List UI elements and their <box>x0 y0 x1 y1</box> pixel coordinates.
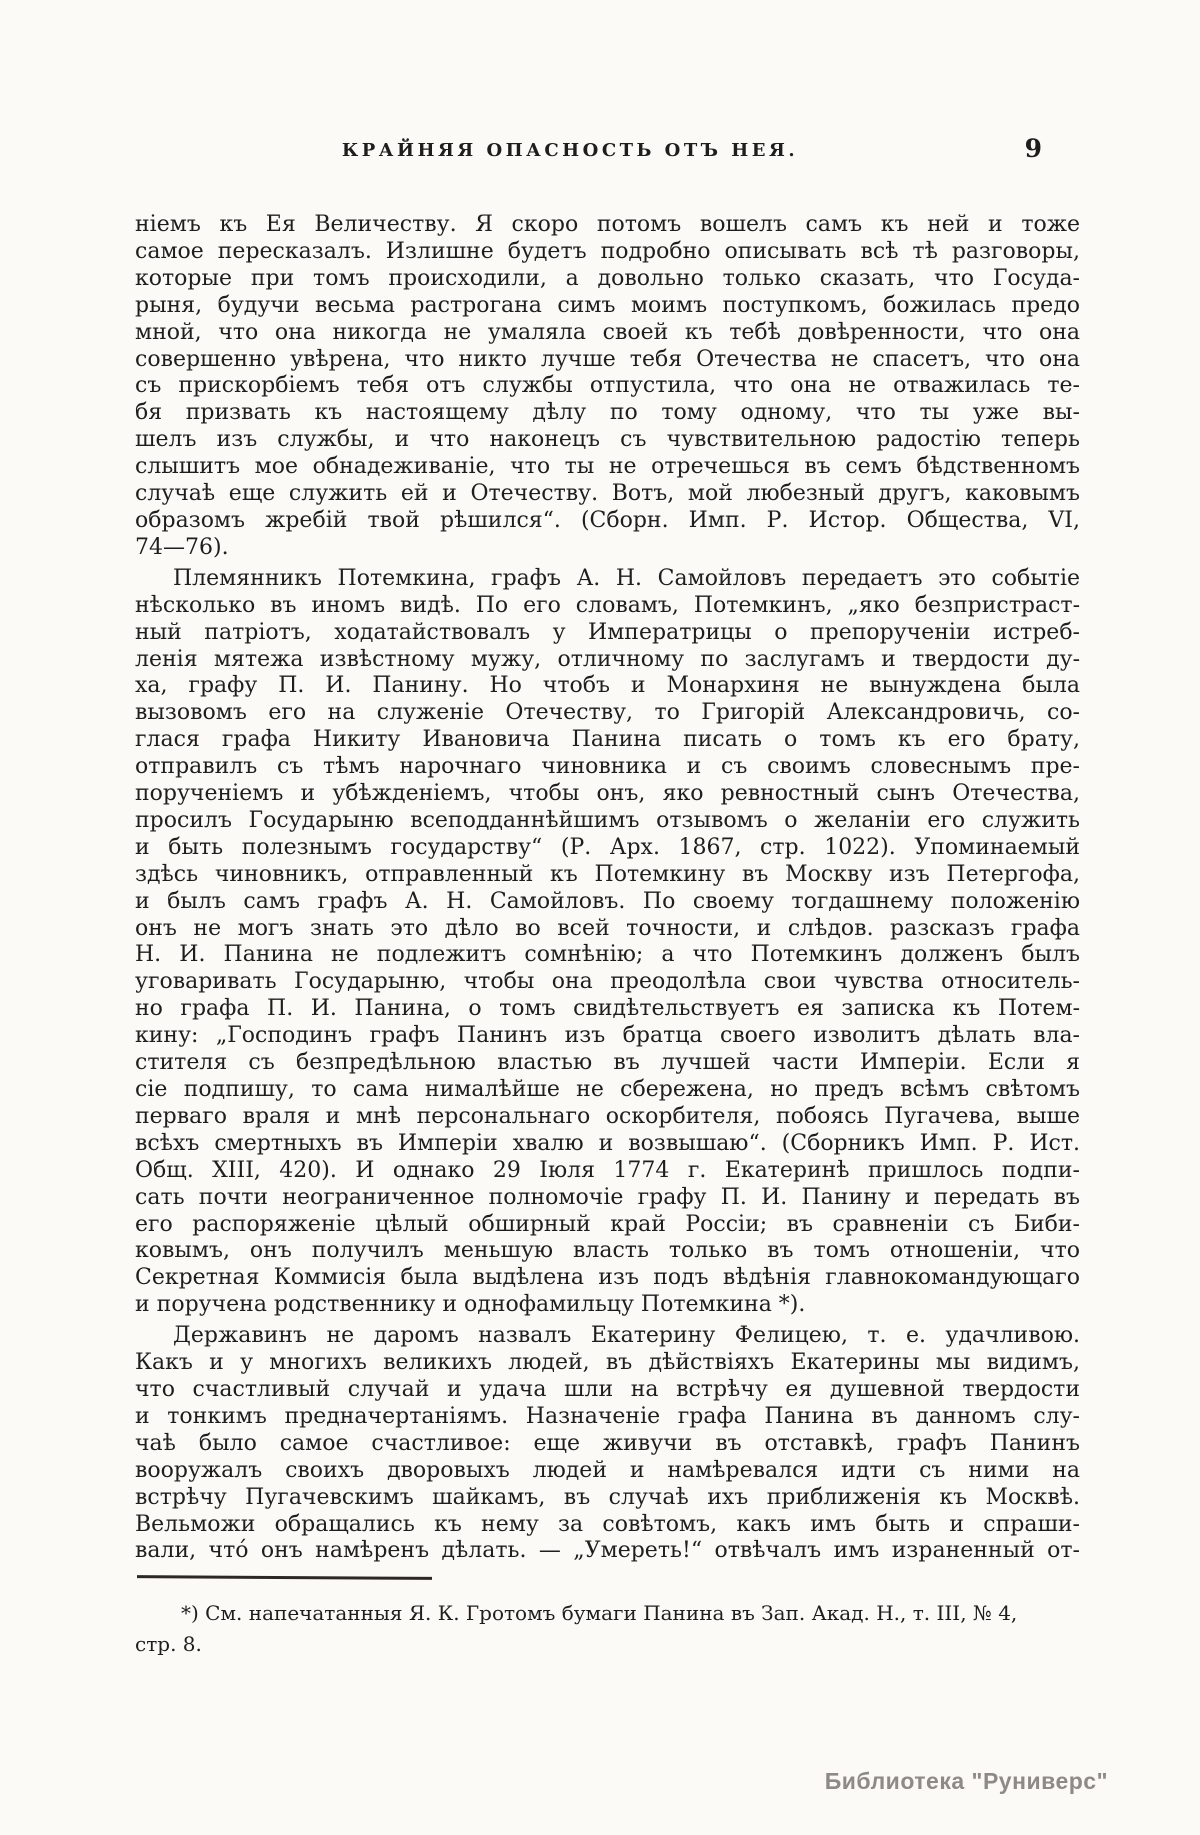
footnote-rule <box>137 1575 432 1580</box>
text-line: но графа П. И. Панина, о томъ свидѣтельствуетъ ея записка къ Потем- <box>135 996 1080 1022</box>
running-header <box>135 134 1080 172</box>
text-line: ковымъ, онъ получилъ меньшую власть только въ томъ отношеніи, что <box>135 1238 1080 1264</box>
text-line: нѣсколько въ иномъ видѣ. По его словамъ, Потемкинъ, „яко безпристраст- <box>135 592 1080 618</box>
text-line: и былъ самъ графъ А. Н. Самойловъ. По своему тогдашнему положенію <box>135 888 1080 914</box>
text-line: вали, что́ онъ намѣренъ дѣлать. — „Умереть!“ отвѣчалъ имъ израненный от- <box>135 1538 1080 1564</box>
text-line: Н. И. Панина не подлежитъ сомнѣнію; а что Потемкинъ долженъ былъ <box>135 942 1080 968</box>
text-line: самое пересказалъ. Излишне будетъ подробно описывать всѣ тѣ разговоры, <box>135 238 1080 264</box>
paragraph <box>135 1323 1080 1565</box>
footnote-line: *) См. напечатанныя Я. К. Гротомъ бумаги Панина въ Зап. Акад. Н., т. III, № 4, <box>181 1601 1018 1625</box>
text-line: всѣхъ смертныхъ въ Имперіи хвалю и возвышаю“. (Сборникъ Имп. Р. Ист. <box>135 1130 1080 1156</box>
text-line: перваго враля и мнѣ персональнаго оскорбителя, побоясь Пугачева, выше <box>135 1103 1080 1129</box>
text-line: совершенно увѣрена, что никто лучше тебя Отечества не спасетъ, что она <box>135 346 1080 372</box>
paragraph <box>135 212 1080 562</box>
text-line: Племянникъ Потемкина, графъ А. Н. Самойловъ передаетъ это событіе <box>173 565 1080 591</box>
text-line: Общ. XIII, 420). И однако 29 Іюля 1774 г. Екатеринѣ пришлось подпи- <box>135 1157 1080 1183</box>
text-line: которые при томъ происходили, а довольно только сказать, что Госуда- <box>135 265 1080 291</box>
text-line: случаѣ еще служить ей и Отечеству. Вотъ, мой любезный другъ, каковымъ <box>135 481 1080 507</box>
text-line: Вельможи обращались къ нему за совѣтомъ, какъ имъ быть и спраши- <box>135 1511 1080 1537</box>
text-line: чаѣ было самое счастливое: еще живучи въ отставкѣ, графъ Панинъ <box>135 1430 1080 1456</box>
library-watermark: Библиотека "Руниверс" <box>824 1768 1108 1794</box>
text-line: кину: „Господинъ графъ Панинъ изъ братца своего изволитъ дѣлать вла- <box>135 1023 1080 1049</box>
text-line: сать почти неограниченное полномочіе графу П. И. Панину и передать въ <box>135 1184 1080 1210</box>
page-number: 9 <box>1024 134 1042 163</box>
text-line: и быть полезнымъ государству“ (Р. Арх. 1867, стр. 1022). Упоминаемый <box>135 834 1080 860</box>
text-line: здѣсь чиновникъ, отправленный къ Потемкину въ Москву изъ Петергофа, <box>135 861 1080 887</box>
text-line: рыня, будучи весьма растрогана симъ моимъ поступкомъ, божилась предо <box>135 292 1080 318</box>
text-line: мной, что она никогда не умаляла своей къ тебѣ довѣренности, что она <box>135 319 1080 345</box>
text-line: Какъ и у многихъ великихъ людей, въ дѣйствіяхъ Екатерины мы видимъ, <box>135 1350 1080 1376</box>
text-line: ный патріотъ, ходатайствовалъ у Императрицы о препорученіи истреб- <box>135 619 1080 645</box>
text-line: образомъ жребій твой рѣшился“. (Сборн. Имп. Р. Истор. Общества, VI, <box>135 507 1080 533</box>
text-line: ніемъ къ Ея Величеству. Я скоро потомъ вошелъ самъ къ ней и тоже <box>135 212 1080 237</box>
text-line: ленія мятежа извѣстному мужу, отличному по заслугамъ и твердости ду- <box>135 646 1080 672</box>
text-line: съ прискорбіемъ тебя отъ службы отпустила, что она не отважилась те- <box>135 373 1080 399</box>
text-line: порученіемъ и убѣжденіемъ, чтобы онъ, яко ревностный сынъ Отечества, <box>135 781 1080 807</box>
text-line: просилъ Государыню всеподданнѣйшимъ отзывомъ о желаніи его служить <box>135 807 1080 833</box>
running-header-title: КРАЙНЯЯ ОПАСНОСТЬ ОТЪ НЕЯ. <box>341 140 799 161</box>
text-line: сіе подпишу, то сама нималѣйше не сбережена, но предъ всѣмъ свѣтомъ <box>135 1077 1080 1102</box>
page-body <box>135 212 1080 1569</box>
text-line: его распоряженіе цѣлый обширный край Россіи; въ сравненіи съ Биби- <box>135 1211 1080 1237</box>
text-line: слышитъ мое обнадеживаніе, что ты не отречешься въ семъ бѣдственномъ <box>135 454 1080 480</box>
text-line: стителя съ безпредѣльною властью въ лучшей части Имперіи. Если я <box>135 1050 1080 1076</box>
text-line: ха, графу П. И. Панину. Но чтобъ и Монархиня не вынуждена была <box>135 673 1080 699</box>
text-line: шелъ изъ службы, и что наконецъ съ чувствительною радостію теперь <box>135 427 1080 453</box>
text-line: глася графа Никиту Ивановича Панина писать о томъ къ его брату, <box>135 727 1080 753</box>
text-line: и тонкимъ предначертаніямъ. Назначеніе графа Панина въ данномъ слу- <box>135 1403 1080 1429</box>
text-line: Державинъ не даромъ назвалъ Екатерину Фелицею, т. е. удачливою. <box>173 1323 1080 1349</box>
text-line: Секретная Коммисія была выдѣлена изъ подъ вѣдѣнія главнокомандующаго <box>135 1265 1080 1291</box>
footnote-line: стр. 8. <box>135 1632 202 1656</box>
text-line: 74—76). <box>135 534 229 560</box>
text-line: онъ не могъ знать это дѣло во всей точности, и слѣдов. разсказъ графа <box>135 915 1080 941</box>
text-line: что счастливый случай и удача шли на встрѣчу ея душевной твердости <box>135 1376 1080 1402</box>
text-line: уговаривать Государыню, чтобы она преодолѣла свои чувства относитель- <box>135 969 1080 995</box>
text-line: бя призвать къ настоящему дѣлу по тому одному, что ты уже вы- <box>135 400 1080 426</box>
text-line: и поручена родственнику и однофамильцу Потемкина *). <box>135 1292 806 1318</box>
text-line: встрѣчу Пугачевскимъ шайкамъ, въ случаѣ ихъ приближенія къ Москвѣ. <box>135 1484 1080 1510</box>
text-line: вызовомъ его на служеніе Отечеству, то Григорій Александровичь, со- <box>135 700 1080 726</box>
text-line: вооружалъ своихъ дворовыхъ людей и намѣревался идти съ ними на <box>135 1457 1080 1483</box>
paragraph <box>135 566 1080 1319</box>
text-line: отправилъ съ тѣмъ нарочнаго чиновника и съ своимъ словеснымъ пре- <box>135 754 1080 780</box>
footnote <box>135 1598 1080 1660</box>
